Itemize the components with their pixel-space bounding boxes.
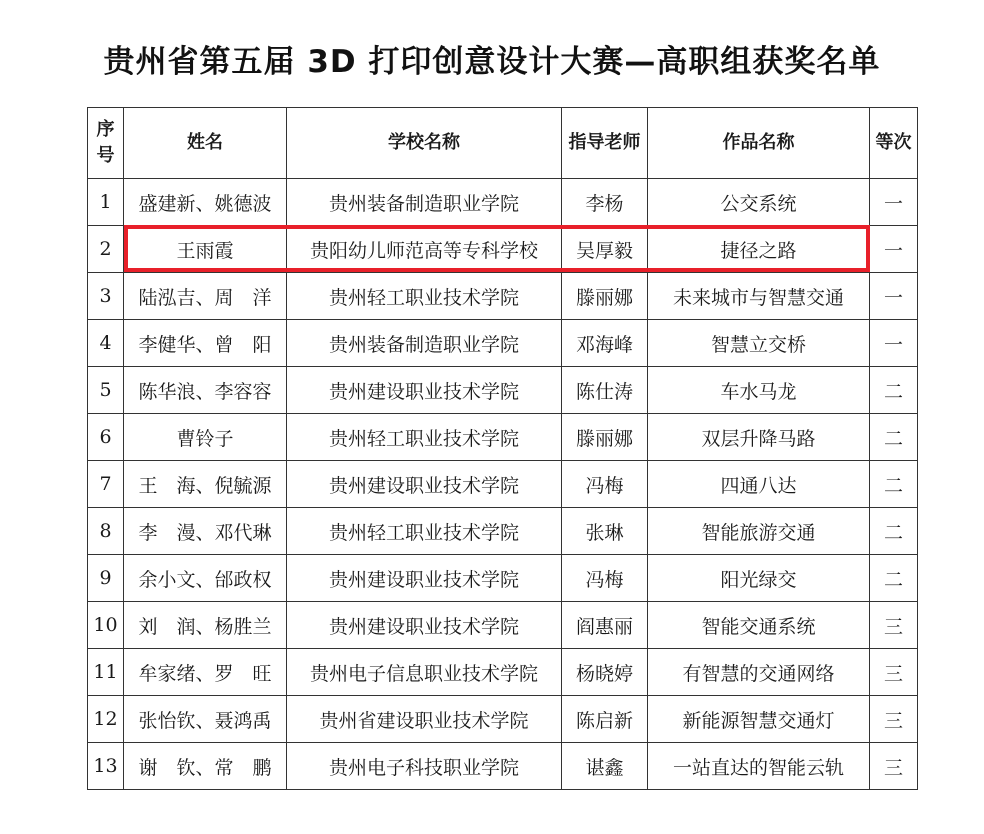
cell-rank: 一 [870, 179, 918, 226]
cell-school: 贵州电子科技职业学院 [287, 743, 562, 790]
cell-name: 王雨霞 [124, 226, 287, 273]
cell-teacher: 滕丽娜 [562, 273, 648, 320]
awards-table [87, 107, 918, 790]
cell-index: 13 [88, 743, 124, 790]
cell-name: 李健华、曾 阳 [124, 320, 287, 367]
cell-teacher: 冯梅 [562, 555, 648, 602]
cell-teacher: 谌鑫 [562, 743, 648, 790]
cell-work: 新能源智慧交通灯 [648, 696, 870, 743]
table-row [88, 414, 918, 461]
cell-work: 有智慧的交通网络 [648, 649, 870, 696]
table-row [88, 555, 918, 602]
cell-index: 2 [88, 226, 124, 273]
cell-teacher: 阎惠丽 [562, 602, 648, 649]
cell-teacher: 滕丽娜 [562, 414, 648, 461]
cell-index: 9 [88, 555, 124, 602]
cell-rank: 二 [870, 414, 918, 461]
cell-teacher: 冯梅 [562, 461, 648, 508]
table-row [88, 508, 918, 555]
cell-work: 一站直达的智能云轨 [648, 743, 870, 790]
cell-index: 5 [88, 367, 124, 414]
cell-work: 公交系统 [648, 179, 870, 226]
cell-index: 8 [88, 508, 124, 555]
cell-work: 未来城市与智慧交通 [648, 273, 870, 320]
cell-work: 智能旅游交通 [648, 508, 870, 555]
header-rank: 等次 [870, 108, 918, 179]
cell-rank: 一 [870, 226, 918, 273]
cell-teacher: 吴厚毅 [562, 226, 648, 273]
cell-name: 牟家绪、罗 旺 [124, 649, 287, 696]
table-row [88, 461, 918, 508]
header-school: 学校名称 [287, 108, 562, 179]
cell-work: 智慧立交桥 [648, 320, 870, 367]
cell-work: 车水马龙 [648, 367, 870, 414]
cell-school: 贵州轻工职业技术学院 [287, 508, 562, 555]
cell-rank: 二 [870, 367, 918, 414]
cell-name: 陆泓吉、周 洋 [124, 273, 287, 320]
cell-rank: 二 [870, 555, 918, 602]
header-index: 序号 [88, 108, 124, 179]
cell-school: 贵州电子信息职业技术学院 [287, 649, 562, 696]
table-row [88, 273, 918, 320]
cell-work: 阳光绿交 [648, 555, 870, 602]
cell-teacher: 邓海峰 [562, 320, 648, 367]
table-row [88, 696, 918, 743]
cell-school: 贵州省建设职业技术学院 [287, 696, 562, 743]
cell-name: 张怡钦、聂鸿禹 [124, 696, 287, 743]
cell-school: 贵州轻工职业技术学院 [287, 273, 562, 320]
cell-rank: 三 [870, 649, 918, 696]
cell-teacher: 陈仕涛 [562, 367, 648, 414]
cell-school: 贵州建设职业技术学院 [287, 461, 562, 508]
cell-school: 贵州装备制造职业学院 [287, 320, 562, 367]
header-name: 姓名 [124, 108, 287, 179]
cell-name: 余小文、邰政权 [124, 555, 287, 602]
cell-name: 陈华浪、李容容 [124, 367, 287, 414]
cell-teacher: 张琳 [562, 508, 648, 555]
cell-teacher: 李杨 [562, 179, 648, 226]
cell-index: 7 [88, 461, 124, 508]
cell-name: 刘 润、杨胜兰 [124, 602, 287, 649]
table-row [88, 743, 918, 790]
cell-teacher: 陈启新 [562, 696, 648, 743]
table-row [88, 179, 918, 226]
cell-index: 4 [88, 320, 124, 367]
cell-school: 贵阳幼儿师范高等专科学校 [287, 226, 562, 273]
cell-name: 王 海、倪毓源 [124, 461, 287, 508]
cell-work: 智能交通系统 [648, 602, 870, 649]
table-row [88, 320, 918, 367]
cell-rank: 二 [870, 461, 918, 508]
cell-school: 贵州建设职业技术学院 [287, 367, 562, 414]
cell-school: 贵州轻工职业技术学院 [287, 414, 562, 461]
cell-rank: 一 [870, 320, 918, 367]
cell-rank: 三 [870, 602, 918, 649]
table-row [88, 602, 918, 649]
cell-rank: 三 [870, 696, 918, 743]
cell-work: 双层升降马路 [648, 414, 870, 461]
page-title: 贵州省第五届 3D 打印创意设计大赛—高职组获奖名单 [103, 44, 881, 80]
cell-work: 四通八达 [648, 461, 870, 508]
cell-index: 12 [88, 696, 124, 743]
header-work: 作品名称 [648, 108, 870, 179]
cell-index: 10 [88, 602, 124, 649]
table-row [88, 367, 918, 414]
cell-index: 6 [88, 414, 124, 461]
cell-school: 贵州建设职业技术学院 [287, 602, 562, 649]
cell-school: 贵州装备制造职业学院 [287, 179, 562, 226]
header-teacher: 指导老师 [562, 108, 648, 179]
cell-rank: 一 [870, 273, 918, 320]
cell-rank: 三 [870, 743, 918, 790]
cell-name: 曹铃子 [124, 414, 287, 461]
cell-name: 李 漫、邓代琳 [124, 508, 287, 555]
cell-name: 谢 钦、常 鹏 [124, 743, 287, 790]
cell-school: 贵州建设职业技术学院 [287, 555, 562, 602]
cell-index: 1 [88, 179, 124, 226]
table-row [88, 649, 918, 696]
cell-name: 盛建新、姚德波 [124, 179, 287, 226]
cell-index: 11 [88, 649, 124, 696]
table-row [88, 226, 918, 273]
cell-rank: 二 [870, 508, 918, 555]
table-header-row [88, 108, 918, 179]
cell-work: 捷径之路 [648, 226, 870, 273]
cell-index: 3 [88, 273, 124, 320]
cell-teacher: 杨晓婷 [562, 649, 648, 696]
